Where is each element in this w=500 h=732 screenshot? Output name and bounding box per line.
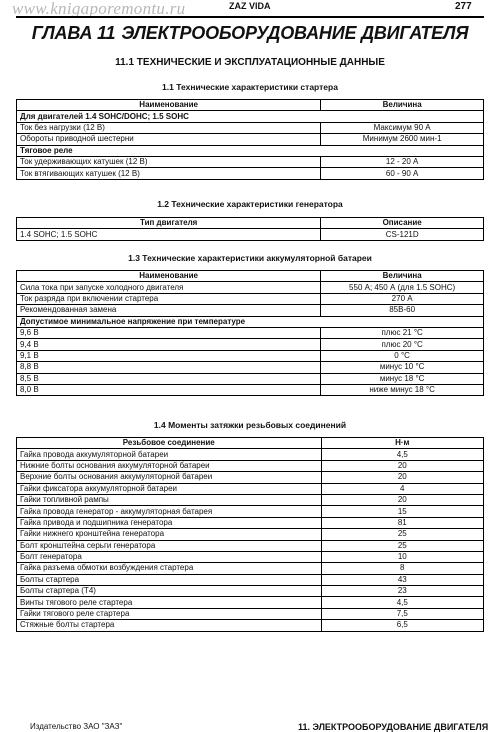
row-value: ниже минус 18 °С: [321, 384, 484, 395]
column-header: Резьбовое соединение: [17, 438, 322, 449]
table-row: [17, 540, 484, 551]
row-value: 20: [321, 472, 483, 483]
row-value: 6,5: [321, 620, 483, 631]
row-value: 20: [321, 460, 483, 471]
row-value: 8: [321, 563, 483, 574]
table-row: [17, 620, 484, 631]
row-value: 7,5: [321, 608, 483, 619]
table-row: [17, 586, 484, 597]
row-name: Гайка провода генератор - аккумуляторная батарея: [17, 506, 322, 517]
table-row: [17, 384, 484, 395]
row-name: Сила тока при запуске холодного двигателя: [17, 282, 321, 293]
table-row: [17, 506, 484, 517]
row-name: 9,6 В: [17, 327, 321, 338]
table-row: [17, 449, 484, 460]
row-value: 550 А; 450 А (для 1.5 SOHC): [321, 282, 484, 293]
table-row: [17, 373, 484, 384]
row-value: Максимум 90 А: [321, 122, 484, 133]
column-header: Тип двигателя: [17, 218, 321, 229]
row-name: Болты стартера (Т4): [17, 586, 322, 597]
battery-table: [16, 270, 484, 396]
column-header: Наименование: [17, 271, 321, 282]
row-name: Рекомендованная замена: [17, 305, 321, 316]
footer-publisher: Издательство ЗАО "ЗАЗ": [30, 722, 123, 731]
table-row: [17, 229, 484, 240]
row-name: Гайки тягового реле стартера: [17, 608, 322, 619]
table-row: [17, 156, 484, 167]
starter-table: [16, 99, 484, 180]
row-value: плюс 21 °С: [321, 327, 484, 338]
table-row: [17, 134, 484, 145]
group-row-label: Тяговое реле: [17, 145, 484, 156]
battery-table-title: 1.3 Технические характеристики аккумуляторной батареи: [128, 253, 372, 263]
row-value: 0 °С: [321, 350, 484, 361]
row-name: 8,5 В: [17, 373, 321, 384]
chapter-name: ЭЛЕКТРООБОРУДОВАНИЕ ДВИГАТЕЛЯ: [121, 23, 469, 43]
row-name: Верхние болты основания аккумуляторной батареи: [17, 472, 322, 483]
table-row: [17, 350, 484, 361]
torque-table-title: 1.4 Моменты затяжки резьбовых соединений: [153, 420, 347, 430]
torque-table: [16, 437, 484, 632]
row-value: 43: [321, 574, 483, 585]
row-value: 81: [321, 517, 483, 528]
table-row: [17, 551, 484, 562]
watermark: www.knigaporemontu.ru: [12, 0, 186, 18]
row-name: Нижние болты основания аккумуляторной батареи: [17, 460, 322, 471]
row-name: Болты стартера: [17, 574, 322, 585]
row-name: Стяжные болты стартера: [17, 620, 322, 631]
row-value: минус 18 °С: [321, 373, 484, 384]
row-value: плюс 20 °С: [321, 339, 484, 350]
table-row: [17, 362, 484, 373]
table-row: [17, 517, 484, 528]
generator-table-header: [17, 218, 484, 229]
page-number: 277: [455, 1, 472, 12]
table-row: [17, 483, 484, 494]
row-name: Гайка провода аккумуляторной батареи: [17, 449, 322, 460]
section-heading: 11.1 ТЕХНИЧЕСКИЕ И ЭКСПЛУАТАЦИОННЫЕ ДАННЫЕ: [115, 57, 385, 68]
row-value: 4,5: [321, 597, 483, 608]
table-row: [17, 293, 484, 304]
row-value: 25: [321, 540, 483, 551]
row-value: 270 А: [321, 293, 484, 304]
row-name: Винты тягового реле стартера: [17, 597, 322, 608]
row-value: 12 - 20 А: [321, 156, 484, 167]
row-name: Болт генератора: [17, 551, 322, 562]
table-row: [17, 111, 484, 122]
starter-table-title: 1.1 Технические характеристики стартера: [162, 82, 338, 92]
row-value: минус 10 °С: [321, 362, 484, 373]
row-value: 20: [321, 494, 483, 505]
group-row-label: Для двигателей 1.4 SOHC/DOHC; 1.5 SOHC: [17, 111, 484, 122]
row-value: 85В-60: [321, 305, 484, 316]
battery-table-body: [17, 282, 484, 396]
generator-table: [16, 217, 484, 241]
row-name: Гайки топливной рампы: [17, 494, 322, 505]
battery-table-header: [17, 271, 484, 282]
starter-table-header: [17, 100, 484, 111]
column-header: Наименование: [17, 100, 321, 111]
table-row: [17, 494, 484, 505]
table-row: [17, 608, 484, 619]
row-name: Болт кронштейна серьги генератора: [17, 540, 322, 551]
generator-table-title: 1.2 Технические характеристики генератора: [157, 199, 343, 209]
row-name: Гайка разъема обмотки возбуждения стартера: [17, 563, 322, 574]
row-name: Ток без нагрузки (12 В): [17, 122, 321, 133]
table-row: [17, 563, 484, 574]
table-row: [17, 339, 484, 350]
row-value: 15: [321, 506, 483, 517]
header-rule: [16, 16, 484, 18]
table-row: [17, 327, 484, 338]
table-row: [17, 168, 484, 179]
table-row: [17, 282, 484, 293]
starter-table-body: [17, 111, 484, 179]
row-name: Ток удерживающих катушек (12 В): [17, 156, 321, 167]
generator-table-body: [17, 229, 484, 240]
torque-table-header: [17, 438, 484, 449]
footer-section: 11. ЭЛЕКТРООБОРУДОВАНИЕ ДВИГАТЕЛЯ: [298, 722, 489, 732]
row-value: Минимум 2600 мин-1: [321, 134, 484, 145]
row-name: Гайка привода и подшипника генератора: [17, 517, 322, 528]
row-name: Ток разряда при включении стартера: [17, 293, 321, 304]
row-value: CS-121D: [321, 229, 484, 240]
table-row: [17, 145, 484, 156]
running-header-model: ZAZ VIDA: [229, 1, 271, 11]
chapter-title: [18, 23, 482, 44]
table-row: [17, 472, 484, 483]
table-row: [17, 529, 484, 540]
column-header: Величина: [321, 100, 484, 111]
column-header: Величина: [321, 271, 484, 282]
column-header: Н·м: [321, 438, 483, 449]
row-value: 10: [321, 551, 483, 562]
table-row: [17, 316, 484, 327]
group-row-label: Допустимое минимальное напряжение при температуре: [17, 316, 484, 327]
row-name: 8,8 В: [17, 362, 321, 373]
table-row: [17, 305, 484, 316]
chapter-number: ГЛАВА 11: [31, 23, 116, 43]
row-name: 1.4 SOHC; 1.5 SOHC: [17, 229, 321, 240]
row-name: Гайки нижнего кронштейна генератора: [17, 529, 322, 540]
row-value: 25: [321, 529, 483, 540]
column-header: Описание: [321, 218, 484, 229]
table-row: [17, 460, 484, 471]
row-name: Гайки фиксатора аккумуляторной батареи: [17, 483, 322, 494]
row-value: 4: [321, 483, 483, 494]
row-value: 4,5: [321, 449, 483, 460]
row-name: Ток втягивающих катушек (12 В): [17, 168, 321, 179]
row-name: Обороты приводной шестерни: [17, 134, 321, 145]
row-name: 9,4 В: [17, 339, 321, 350]
row-value: 23: [321, 586, 483, 597]
table-row: [17, 597, 484, 608]
row-name: 8,0 В: [17, 384, 321, 395]
torque-table-body: [17, 449, 484, 631]
table-row: [17, 122, 484, 133]
table-row: [17, 574, 484, 585]
row-name: 9,1 В: [17, 350, 321, 361]
row-value: 60 - 90 А: [321, 168, 484, 179]
